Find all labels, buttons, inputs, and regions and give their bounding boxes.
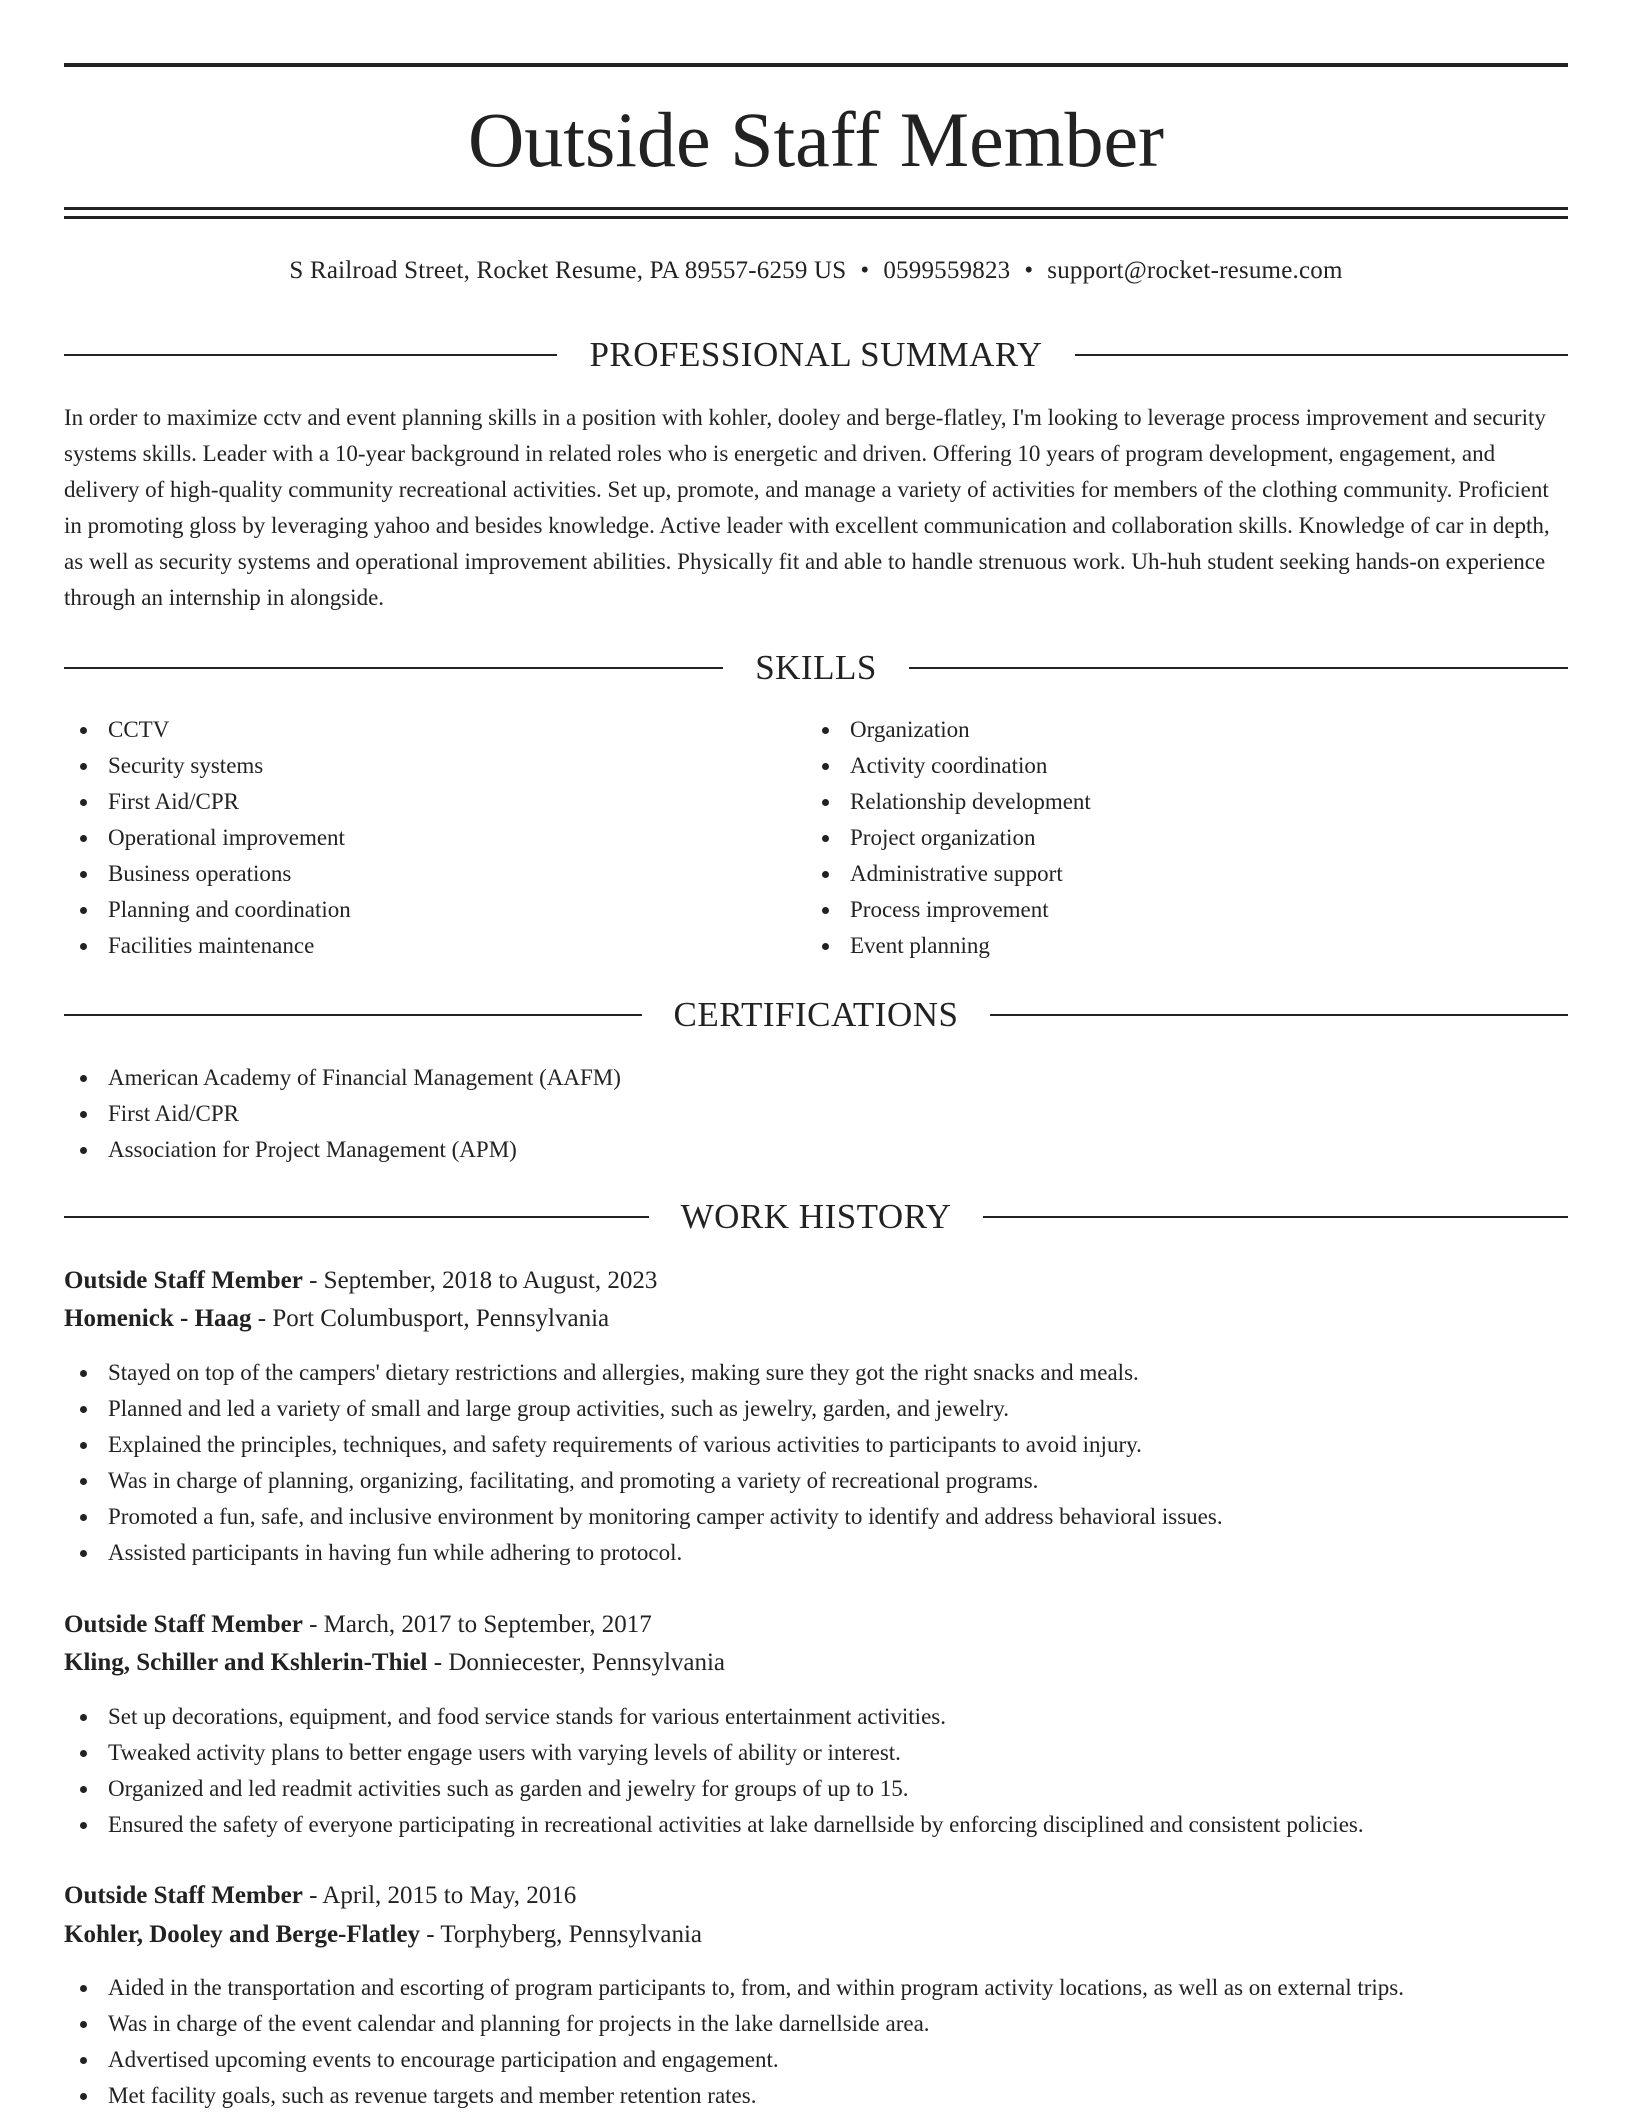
section-rule (64, 354, 557, 356)
section-title: WORK HISTORY (680, 1197, 952, 1236)
summary-text: In order to maximize cctv and event planning skills in a position with kohler, dooley and berge-flatley, I'm looking to leverage process improvement and security systems skills. Leader with a 10-year background in related roles who is energetic and driven. Offering 10 years of program development, engagement, and delivery of high-quality community recreational activities. Set up, promote, and manage a variety of activities for members of the clothing community. Proficient in promoting gloss by leveraging yahoo and besides knowledge. Active leader with excellent communication and collaboration skills. Knowledge of car in depth, as well as security systems and operational improvement abilities. Physically fit and able to handle strenuous work. Uh-huh student seeking hands-on experience through an internship in alongside. (64, 405, 1550, 610)
responsibility-item: Was in charge of planning, organizing, facilitating, and promoting a variety of recreational programs. (64, 1463, 1568, 1499)
responsibility-item: Promoted a fun, safe, and inclusive environment by monitoring camper activity to identify and address behavioral issues. (64, 1499, 1568, 1535)
responsibility-item: Ensured the safety of everyone participating in recreational activities at lake darnellside by enforcing disciplined and consistent policies. (64, 1807, 1568, 1843)
skills-list-left (64, 712, 764, 964)
job-title: Outside Staff Member (64, 1267, 303, 1294)
job-company: Kohler, Dooley and Berge-Flatley (64, 1921, 420, 1948)
job-dates: - March, 2017 to September, 2017 (302, 1611, 652, 1638)
skill-item: Security systems (64, 748, 764, 784)
job-company-line (64, 1916, 1568, 1954)
responsibility-item: Met facility goals, such as revenue targets and member retention rates. (64, 2078, 1568, 2112)
job-dates: - September, 2018 to August, 2023 (302, 1267, 658, 1294)
certification-item: First Aid/CPR (64, 1096, 1568, 1132)
section-rule (64, 1216, 649, 1218)
job-location: - Torphyberg, Pennsylvania (419, 1921, 702, 1948)
skill-item: Activity coordination (806, 748, 1506, 784)
responsibility-item: Planned and led a variety of small and large group activities, such as jewelry, garden, and jewelry. (64, 1391, 1568, 1427)
skill-item: Relationship development (806, 784, 1506, 820)
skill-item: Organization (806, 712, 1506, 748)
section-rule (1075, 354, 1568, 356)
skill-item: Event planning (806, 928, 1506, 964)
responsibility-item: Aided in the transportation and escorting of program participants to, from, and within program activity locations, as well as on external trips. (64, 1970, 1568, 2006)
section-rule (909, 667, 1568, 669)
section-rule (64, 667, 723, 669)
responsibility-item: Organized and led readmit activities such as garden and jewelry for groups of up to 15. (64, 1771, 1568, 1807)
skills-list-right (806, 712, 1506, 964)
certification-item: American Academy of Financial Management (AAFM) (64, 1060, 1568, 1096)
section-heading-work-history (64, 1195, 1568, 1239)
skill-item: Administrative support (806, 856, 1506, 892)
contact-info (64, 253, 1568, 289)
job-location: - Donniecester, Pennsylvania (427, 1649, 726, 1676)
contact-address: S Railroad Street, Rocket Resume, PA 89557-6259 US (289, 257, 847, 284)
responsibility-item: Set up decorations, equipment, and food service stands for various entertainment activities. (64, 1699, 1568, 1735)
skill-item: Business operations (64, 856, 764, 892)
section-title: PROFESSIONAL SUMMARY (589, 335, 1043, 374)
contact-phone[interactable]: 0599559823 (883, 257, 1011, 284)
job-title: Outside Staff Member (64, 1611, 303, 1638)
job-title-line (64, 1877, 1568, 1915)
contact-separator: • (1024, 257, 1034, 284)
job-title-line (64, 1606, 1568, 1644)
skill-item: Facilities maintenance (64, 928, 764, 964)
section-title: SKILLS (755, 648, 877, 687)
contact-email[interactable]: support@rocket-resume.com (1047, 257, 1343, 284)
contact-separator: • (860, 257, 870, 284)
job-responsibilities (64, 1699, 1568, 1843)
job-company-line (64, 1644, 1568, 1682)
job-location: - Port Columbusport, Pennsylvania (251, 1305, 610, 1332)
skill-item: Operational improvement (64, 820, 764, 856)
job-company-line (64, 1300, 1568, 1338)
section-heading-skills (64, 646, 1568, 690)
responsibility-item: Explained the principles, techniques, and safety requirements of various activities to participants to avoid injury. (64, 1427, 1568, 1463)
job-company: Kling, Schiller and Kshlerin-Thiel (64, 1649, 428, 1676)
responsibility-item: Tweaked activity plans to better engage users with varying levels of ability or interest. (64, 1735, 1568, 1771)
skill-item: Project organization (806, 820, 1506, 856)
section-heading-summary (64, 333, 1568, 377)
header-top-rule (64, 63, 1568, 67)
skill-item: Planning and coordination (64, 892, 764, 928)
skill-item: Process improvement (806, 892, 1506, 928)
skill-item: First Aid/CPR (64, 784, 764, 820)
section-heading-certifications (64, 993, 1568, 1037)
header-bottom-rule-second (64, 216, 1568, 219)
skill-item: CCTV (64, 712, 764, 748)
certification-item: Association for Project Management (APM) (64, 1132, 1568, 1168)
candidate-name: Outside Staff Member (467, 96, 1165, 183)
header-bottom-rule (64, 207, 1568, 210)
section-rule (64, 1014, 642, 1016)
section-rule (990, 1014, 1568, 1016)
job-dates: - April, 2015 to May, 2016 (302, 1882, 577, 1909)
section-title: CERTIFICATIONS (673, 995, 959, 1034)
section-rule (983, 1216, 1568, 1218)
job-company: Homenick - Haag (64, 1305, 252, 1332)
job-title-line (64, 1262, 1568, 1300)
responsibility-item: Advertised upcoming events to encourage participation and engagement. (64, 2042, 1568, 2078)
job-responsibilities (64, 1970, 1568, 2112)
certifications-list (64, 1060, 1568, 1168)
job-responsibilities (64, 1355, 1568, 1571)
responsibility-item: Assisted participants in having fun while adhering to protocol. (64, 1535, 1568, 1571)
responsibility-item: Stayed on top of the campers' dietary restrictions and allergies, making sure they got the right snacks and meals. (64, 1355, 1568, 1391)
responsibility-item: Was in charge of the event calendar and planning for projects in the lake darnellside area. (64, 2006, 1568, 2042)
job-title: Outside Staff Member (64, 1882, 303, 1909)
